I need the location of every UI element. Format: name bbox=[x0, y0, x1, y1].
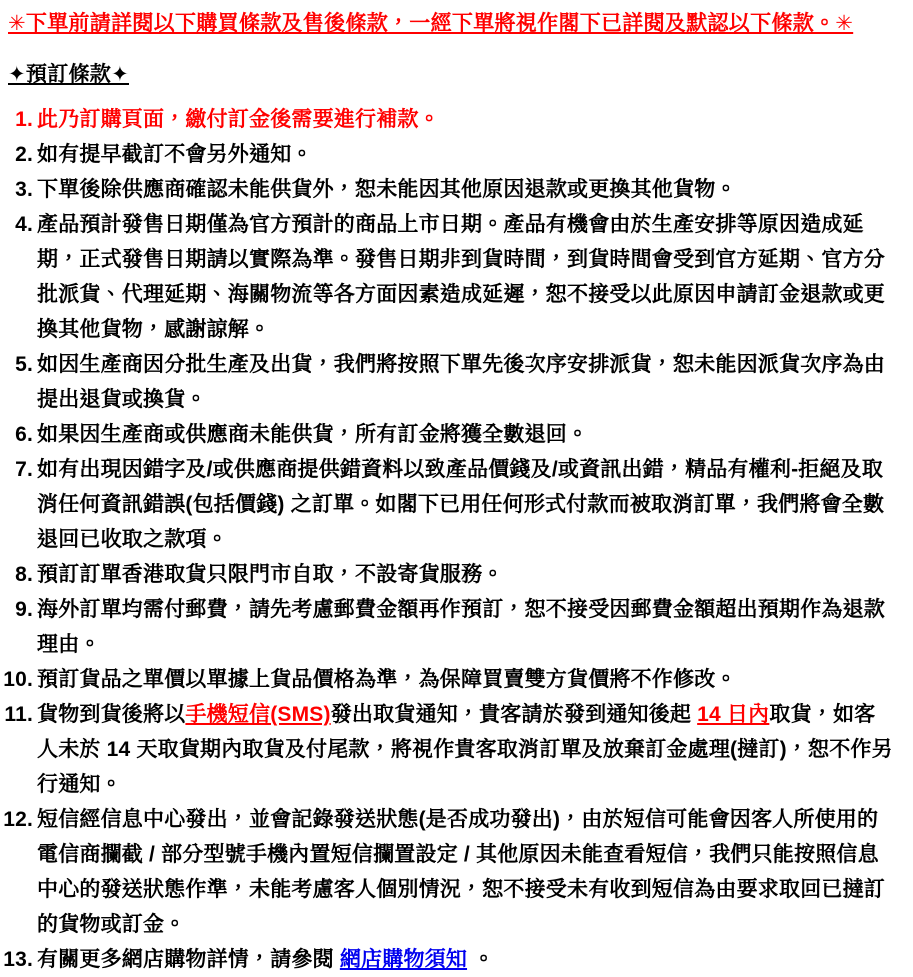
item-text bbox=[37, 942, 893, 977]
text-segment: 短信經信息中心發出，並會記錄發送狀態(是否成功發出)，由於短信可能會因客人所使用的電信商攔截 / 部分型號手機內置短信攔置設定 / 其他原因未能查看短信，我們只能按照信息中心的發送狀態作準，未能考慮客人個別情況，恕不接受未有收到短信為由要求取回已撻訂的貨物或訂金。 bbox=[37, 808, 885, 936]
highlighted-text-segment: 此乃訂購頁面，繳付訂金後需要進行補款。 bbox=[37, 108, 440, 131]
item-text bbox=[37, 417, 893, 452]
item-text bbox=[37, 802, 893, 942]
item-text bbox=[37, 557, 893, 592]
text-segment: 下單後除供應商確認未能供貨外，恕未能因其他原因退款或更換其他貨物。 bbox=[37, 178, 737, 201]
terms-item bbox=[2, 347, 893, 417]
item-number: 8. bbox=[15, 563, 33, 586]
text-segment: 。 bbox=[467, 948, 495, 971]
item-number: 4. bbox=[15, 213, 33, 236]
item-number: 5. bbox=[15, 353, 33, 376]
item-number: 12. bbox=[3, 808, 33, 831]
item-text bbox=[37, 662, 893, 697]
item-number: 9. bbox=[15, 598, 33, 621]
text-segment: 如有出現因錯字及/或供應商提供錯資料以致產品價錢及/或資訊出錯，精品有權利-拒絕及取消任何資訊錯誤(包括價錢) 之訂單。如閣下已用任何形式付款而被取消訂單，我們將會全數退回已收取之款項。 bbox=[37, 458, 885, 551]
item-text bbox=[37, 207, 893, 347]
terms-item bbox=[2, 137, 893, 172]
pre-order-warning-banner: ✳下單前請詳閱以下購買條款及售後條款，一經下單將視作閣下已詳閱及默認以下條款。✳ bbox=[8, 12, 854, 35]
terms-list bbox=[0, 102, 913, 977]
text-segment: 如果因生產商或供應商未能供貨，所有訂金將獲全數退回。 bbox=[37, 423, 589, 446]
text-segment: 預訂貨品之單價以單據上貨品價格為準，為保障買賣雙方貨價將不作修改。 bbox=[37, 668, 737, 691]
item-number: 7. bbox=[15, 458, 33, 481]
text-segment: 有關更多網店購物詳情，請參閱 bbox=[37, 948, 340, 971]
item-number: 3. bbox=[15, 178, 33, 201]
item-number: 2. bbox=[15, 143, 33, 166]
text-segment: 取貨，如客人未於 14 天取貨期內取貨及付尾款，將視作貴客取消訂單及放棄訂金處理(撻訂)，恕不作另行通知。 bbox=[37, 703, 893, 796]
item-text bbox=[37, 592, 893, 662]
terms-item bbox=[2, 662, 893, 697]
highlighted-text-segment: 手機短信(SMS) bbox=[185, 703, 331, 726]
item-number: 11. bbox=[4, 703, 33, 726]
store-shopping-notes-link[interactable]: 網店購物須知 bbox=[339, 948, 468, 971]
item-text bbox=[37, 347, 893, 417]
terms-item bbox=[2, 172, 893, 207]
text-segment: 產品預計發售日期僅為官方預計的商品上市日期。產品有機會由於生產安排等原因造成延期，正式發售日期請以實際為準。發售日期非到貨時間，到貨時間會受到官方延期、官方分批派貨、代理延期、海關物流等各方面因素造成延遲，恕不接受以此原因申請訂金退款或更換其他貨物，感謝諒解。 bbox=[37, 213, 885, 341]
terms-item bbox=[2, 452, 893, 557]
text-segment: 發出取貨通知，貴客請於發到通知後起 bbox=[330, 703, 698, 726]
item-number: 6. bbox=[15, 423, 33, 446]
text-segment: 海外訂單均需付郵費，請先考慮郵費金額再作預訂，恕不接受因郵費金額超出預期作為退款理由。 bbox=[37, 598, 885, 656]
terms-item bbox=[2, 697, 893, 802]
terms-item bbox=[2, 557, 893, 592]
pre-order-terms-title: ✦預訂條款✦ bbox=[8, 63, 129, 86]
item-text bbox=[37, 137, 893, 172]
text-segment: 貨物到貨後將以 bbox=[37, 703, 186, 726]
text-segment: 預訂訂單香港取貨只限門市自取，不設寄貨服務。 bbox=[37, 563, 504, 586]
item-text bbox=[37, 452, 893, 557]
terms-item bbox=[2, 102, 893, 137]
item-text bbox=[37, 102, 893, 137]
terms-item bbox=[2, 417, 893, 452]
highlighted-text-segment: 14 日內 bbox=[697, 703, 770, 726]
terms-item bbox=[2, 942, 893, 977]
item-number: 10. bbox=[3, 668, 33, 691]
item-text bbox=[37, 172, 893, 207]
item-text bbox=[37, 697, 893, 802]
item-number: 13. bbox=[3, 948, 33, 971]
terms-item bbox=[2, 207, 893, 347]
text-segment: 如因生產商因分批生產及出貨，我們將按照下單先後次序安排派貨，恕未能因派貨次序為由提出退貨或換貨。 bbox=[37, 353, 885, 411]
terms-item bbox=[2, 592, 893, 662]
item-number: 1. bbox=[15, 108, 33, 131]
text-segment: 如有提早截訂不會另外通知。 bbox=[37, 143, 313, 166]
terms-item bbox=[2, 802, 893, 942]
